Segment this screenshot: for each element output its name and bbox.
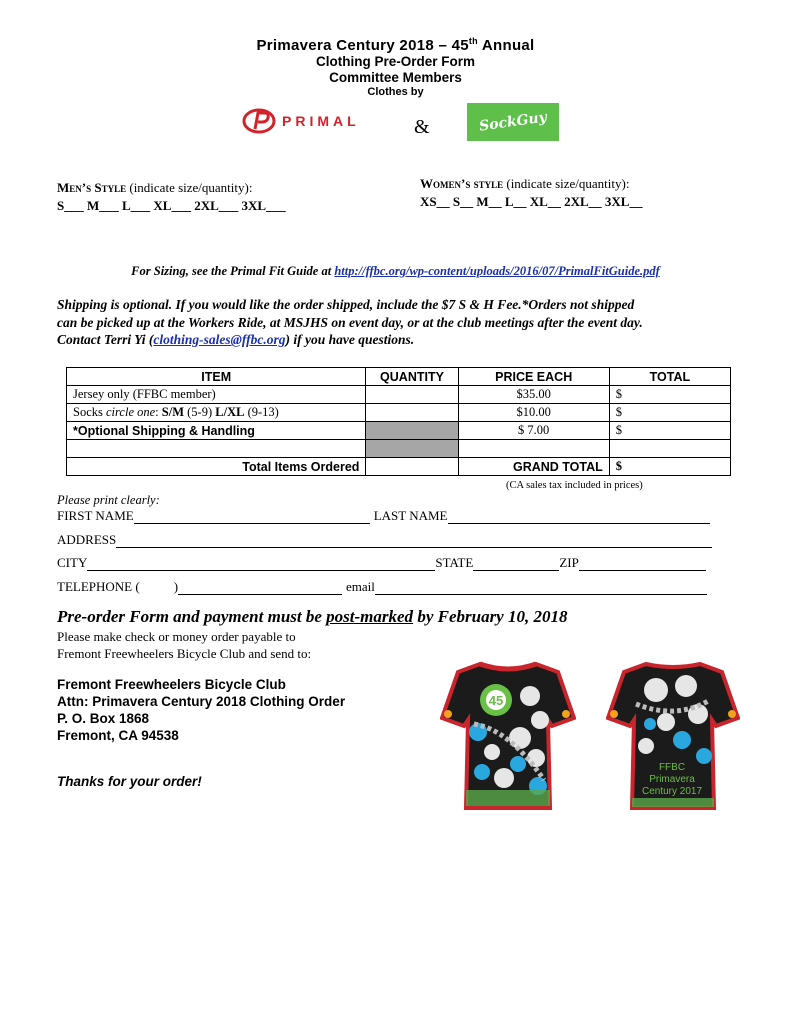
city-field[interactable]	[87, 557, 435, 571]
blank-shaded-cell	[366, 440, 458, 458]
name-row	[57, 508, 710, 524]
blank-cell	[67, 440, 366, 458]
table-header-row	[67, 368, 731, 386]
jersey-back-text-1: FFBC	[658, 762, 686, 773]
header-quantity: QUANTITY	[366, 368, 458, 386]
primal-p-icon	[242, 108, 276, 134]
deadline-note: Pre-order Form and payment must be post-marked by February 10, 2018	[57, 607, 568, 626]
thanks-note: Thanks for your order!	[57, 774, 202, 789]
state-label: STATE	[435, 555, 474, 570]
form-header	[0, 36, 791, 98]
address-label: ADDRESS	[57, 532, 117, 547]
sockguy-logo	[467, 103, 559, 141]
total-items-label: Total Items Ordered	[67, 458, 366, 476]
primal-wordmark: PRIMAL	[282, 113, 360, 129]
price-cell: $10.00	[458, 404, 609, 422]
quantity-cell[interactable]	[366, 386, 458, 404]
shipping-note: Shipping is optional. If you would like the order shipped, include the $7 S & H Fee.*Orders not shipped can be picked up at the Workers Ride, at MSJHS on event day, or at the club meetings after the event day. Contact Terri Yi (clothing-sales@ffbc.org) if you have questions.	[57, 297, 643, 347]
table-row	[67, 386, 731, 404]
jersey-front-image	[440, 660, 576, 812]
table-row-blank	[67, 440, 731, 458]
header-item: ITEM	[67, 368, 366, 386]
first-name-label: FIRST NAME	[57, 508, 134, 523]
quantity-cell[interactable]	[366, 404, 458, 422]
clothes-by-label: Clothes by	[367, 86, 424, 98]
first-name-field[interactable]	[134, 510, 370, 524]
ampersand: &	[414, 116, 430, 138]
price-cell: $35.00	[458, 386, 609, 404]
phone-row: TELEPHONE ( ) email	[57, 579, 707, 595]
mailing-address: Fremont Freewheelers Bicycle Club Attn: Primavera Century 2018 Clothing Order P. O. Box 1868 Fremont, CA 94538	[57, 677, 346, 743]
table-row	[67, 422, 731, 440]
price-cell: $ 7.00	[458, 422, 609, 440]
item-shipping: *Optional Shipping & Handling	[67, 422, 366, 440]
item-jersey: Jersey only (FFBC member)	[67, 386, 366, 404]
zip-field[interactable]	[579, 557, 706, 571]
mens-style-label: Men’s Style	[57, 180, 127, 195]
payable-note: Please make check or money order payable to Fremont Freewheelers Bicycle Club and send to:	[57, 629, 312, 661]
zip-label: ZIP	[559, 555, 579, 570]
email-field[interactable]	[375, 581, 707, 595]
form-title: Primavera Century 2018 – 45th Annual	[256, 36, 535, 54]
jersey-back-text-2: Primavera	[649, 774, 695, 785]
grand-total-label: GRAND TOTAL	[458, 458, 609, 476]
telephone-field[interactable]	[178, 581, 342, 595]
jersey-number: 45	[488, 693, 504, 708]
fit-guide-link[interactable]: http://ffbc.org/wp-content/uploads/2016/07/PrimalFitGuide.pdf	[334, 264, 660, 278]
sizing-note: For Sizing, see the Primal Fit Guide at http://ffbc.org/wp-content/uploads/2016/07/PrimalFitGuide.pdf	[131, 264, 660, 278]
header-total: TOTAL	[609, 368, 730, 386]
total-cell[interactable]: $	[609, 422, 730, 440]
primal-logo	[242, 108, 360, 134]
table-totals-row	[67, 458, 731, 476]
quantity-cell-disabled	[366, 422, 458, 440]
jersey-back-text-3: Century 2017	[641, 786, 703, 797]
form-subtitle: Clothing Pre-Order Form	[315, 54, 475, 69]
state-field[interactable]	[473, 557, 559, 571]
table-row	[67, 404, 731, 422]
mens-style-hint: (indicate size/quantity):	[126, 180, 253, 195]
womens-style-label: Women’s style	[420, 176, 504, 191]
sock-size-lxl[interactable]: L/XL	[215, 405, 245, 419]
city-label: CITY	[57, 555, 88, 570]
blank-cell	[458, 440, 609, 458]
header-price: PRICE EACH	[458, 368, 609, 386]
grand-total-cell[interactable]: $	[609, 458, 730, 476]
jersey-back-image	[606, 660, 740, 812]
order-table	[66, 367, 731, 476]
last-name-field[interactable]	[448, 510, 710, 524]
womens-sizes[interactable]: XS__ S__ M__ L__ XL__ 2XL__ 3XL__	[420, 194, 643, 209]
contact-email-link[interactable]: clothing-sales@ffbc.org	[153, 332, 286, 347]
telephone-label: TELEPHONE (	[57, 579, 140, 594]
blank-cell	[609, 440, 730, 458]
total-items-cell[interactable]	[366, 458, 458, 476]
print-note: Please print clearly:	[57, 493, 160, 507]
city-row	[57, 555, 706, 571]
womens-style-block	[420, 176, 642, 210]
tax-note: (CA sales tax included in prices)	[506, 480, 643, 491]
sockguy-wordmark: SockGuy	[478, 109, 548, 135]
sock-size-sm[interactable]: S/M	[161, 405, 185, 419]
mens-style-block	[57, 180, 286, 214]
audience-label: Committee Members	[329, 70, 462, 85]
last-name-label: LAST NAME	[373, 508, 448, 523]
address-field[interactable]	[116, 534, 712, 548]
email-label: email	[346, 579, 375, 594]
mens-sizes[interactable]: S___ M___ L___ XL___ 2XL___ 3XL___	[57, 198, 286, 213]
address-row	[57, 532, 712, 548]
item-socks: Socks circle one: S/M (5-9) L/XL (9-13)	[67, 404, 366, 422]
total-cell[interactable]: $	[609, 404, 730, 422]
womens-style-hint: (indicate size/quantity):	[503, 176, 630, 191]
total-cell[interactable]: $	[609, 386, 730, 404]
